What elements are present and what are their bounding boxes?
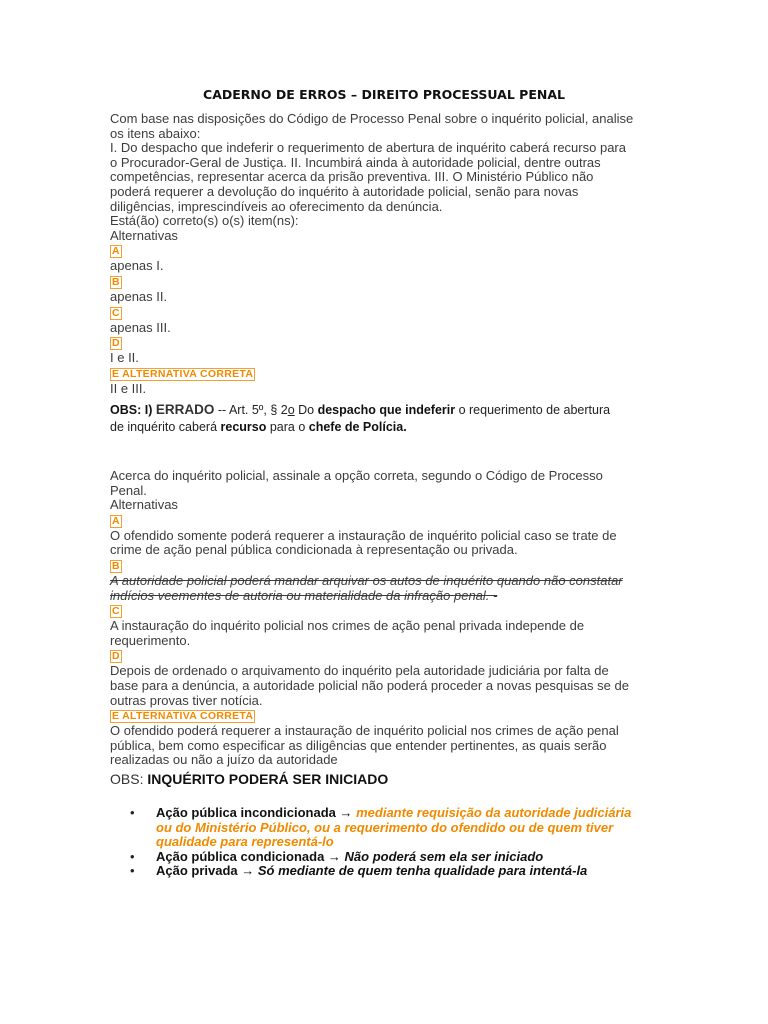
statement-line: Alternativas bbox=[110, 497, 178, 513]
obs-bold: recurso bbox=[220, 420, 267, 434]
option-text: realizadas ou não a juízo da autoridade bbox=[110, 752, 338, 768]
obs-bold: despacho que indeferir bbox=[317, 403, 456, 417]
bullet-text: Só mediante de quem tenha qualidade para intentá-la bbox=[257, 863, 588, 879]
option-letter-d: D bbox=[112, 337, 120, 350]
option-text-struck: A autoridade policial poderá mandar arquivar os autos de inquérito quando não constatar bbox=[110, 572, 623, 588]
statement-line: os itens abaixo: bbox=[110, 125, 201, 141]
obs-text: para o bbox=[266, 420, 309, 434]
option-text: O ofendido somente poderá requerer a instauração de inquérito policial caso se trate de bbox=[110, 527, 617, 543]
option-text: O ofendido poderá requerer a instauração de inquérito policial nos crimes de ação penal bbox=[110, 723, 619, 739]
option-letter-a: A bbox=[112, 245, 120, 258]
bullet-bold: Ação pública incondicionada bbox=[156, 805, 336, 820]
arrow-icon: → bbox=[324, 848, 345, 864]
option-text: apenas III. bbox=[110, 319, 171, 335]
arrow-icon: → bbox=[335, 805, 357, 820]
option-text-struck: indícios veementes de autoria ou materialidade da infração penal. - bbox=[110, 587, 498, 603]
option-letter-d: D bbox=[112, 650, 120, 663]
option-text: Depois de ordenado o arquivamento do inquérito pela autoridade judiciária por falta de bbox=[110, 663, 609, 679]
obs-label: OBS: bbox=[110, 771, 148, 787]
statement-line: Alternativas bbox=[110, 227, 178, 243]
obs-ref-o: o bbox=[287, 403, 295, 417]
option-letter-a: A bbox=[112, 514, 120, 527]
option-text: pública, bem como especificar as diligências que entender pertinentes, as quais serão bbox=[110, 737, 607, 753]
bullet-text: ou do Ministério Público, ou a requerimento do ofendido ou de quem tiver bbox=[156, 819, 614, 835]
bullet-icon: • bbox=[130, 863, 135, 879]
list-item bbox=[130, 850, 670, 865]
option-letter-b: B bbox=[112, 559, 120, 572]
bullet-bold: Ação pública condicionada bbox=[156, 848, 325, 864]
option-letter-c: C bbox=[112, 605, 120, 618]
obs-text: Do bbox=[294, 403, 318, 417]
statement-line: I. Do despacho que indeferir o requerimento de abertura de inquérito caberá recurso para bbox=[110, 140, 626, 156]
obs-errado: ERRADO bbox=[155, 402, 215, 417]
obs-bold: chefe de Polícia. bbox=[308, 420, 407, 434]
arrow-icon: → bbox=[237, 863, 258, 879]
page-title: CADERNO DE ERROS – DIREITO PROCESSUAL PENAL bbox=[203, 87, 565, 102]
obs-text: o requerimento de abertura bbox=[455, 403, 611, 417]
statement-line: Penal. bbox=[110, 482, 147, 498]
bullet-text: mediante requisição da autoridade judiciária bbox=[356, 805, 632, 820]
statement-line: Acerca do inquérito policial, assinale a opção correta, segundo o Código de Processo bbox=[110, 468, 603, 483]
statement-line: diligências, imprescindíveis ao oferecimento da denúncia. bbox=[110, 198, 443, 214]
option-text: I e II. bbox=[110, 350, 139, 366]
statement-line: o Procurador-Geral de Justiça. II. Incumbirá ainda à autoridade policial, dentre outras bbox=[110, 154, 601, 170]
option-text: A instauração do inquérito policial nos crimes de ação penal privada independe de bbox=[110, 618, 585, 634]
option-text: apenas I. bbox=[110, 258, 164, 274]
list-item bbox=[130, 806, 670, 850]
option-letter-b: B bbox=[112, 275, 120, 288]
obs-label: OBS: I) bbox=[110, 403, 153, 417]
option-letter-e-correct: E ALTERNATIVA CORRETA bbox=[112, 367, 254, 380]
question-1-statement bbox=[110, 112, 658, 396]
option-text: outras provas tiver notícia. bbox=[110, 692, 263, 708]
obs-ref: -- Art. 5º, § 2 bbox=[214, 403, 288, 417]
bullet-text: Não poderá sem ela ser iniciado bbox=[344, 848, 544, 864]
question-1-obs bbox=[110, 401, 658, 436]
option-letter-c: C bbox=[112, 306, 120, 319]
option-text: II e III. bbox=[110, 380, 147, 396]
obs-bullet-list bbox=[130, 806, 670, 879]
statement-line: Está(ão) correto(s) o(s) item(ns): bbox=[110, 213, 299, 229]
option-text: base para a denúncia, a autoridade policial não poderá proceder a novas pesquisas se de bbox=[110, 677, 629, 693]
question-2-statement bbox=[110, 469, 658, 768]
bullet-icon: • bbox=[130, 848, 135, 864]
statement-line: Com base nas disposições do Código de Processo Penal sobre o inquérito policial, analise bbox=[110, 111, 634, 126]
statement-line: poderá requerer a devolução do inquérito à autoridade policial, senão para novas bbox=[110, 183, 579, 199]
statement-line: competências, representar acerca da prisão preventiva. III. O Ministério Público não bbox=[110, 169, 594, 185]
bullet-text: qualidade para representá-lo bbox=[156, 834, 334, 850]
list-item bbox=[130, 864, 670, 879]
option-text: requerimento. bbox=[110, 632, 191, 648]
bullet-bold: Ação privada bbox=[156, 863, 238, 879]
obs-text: de inquérito caberá bbox=[110, 420, 221, 434]
option-text: crime de ação penal pública condicionada à representação ou privada. bbox=[110, 542, 518, 558]
option-letter-e-correct: E ALTERNATIVA CORRETA bbox=[112, 710, 254, 723]
option-text: apenas II. bbox=[110, 288, 168, 304]
question-2-obs-heading bbox=[110, 772, 658, 787]
obs-title: INQUÉRITO PODERÁ SER INICIADO bbox=[147, 771, 389, 787]
bullet-icon: • bbox=[130, 805, 135, 820]
